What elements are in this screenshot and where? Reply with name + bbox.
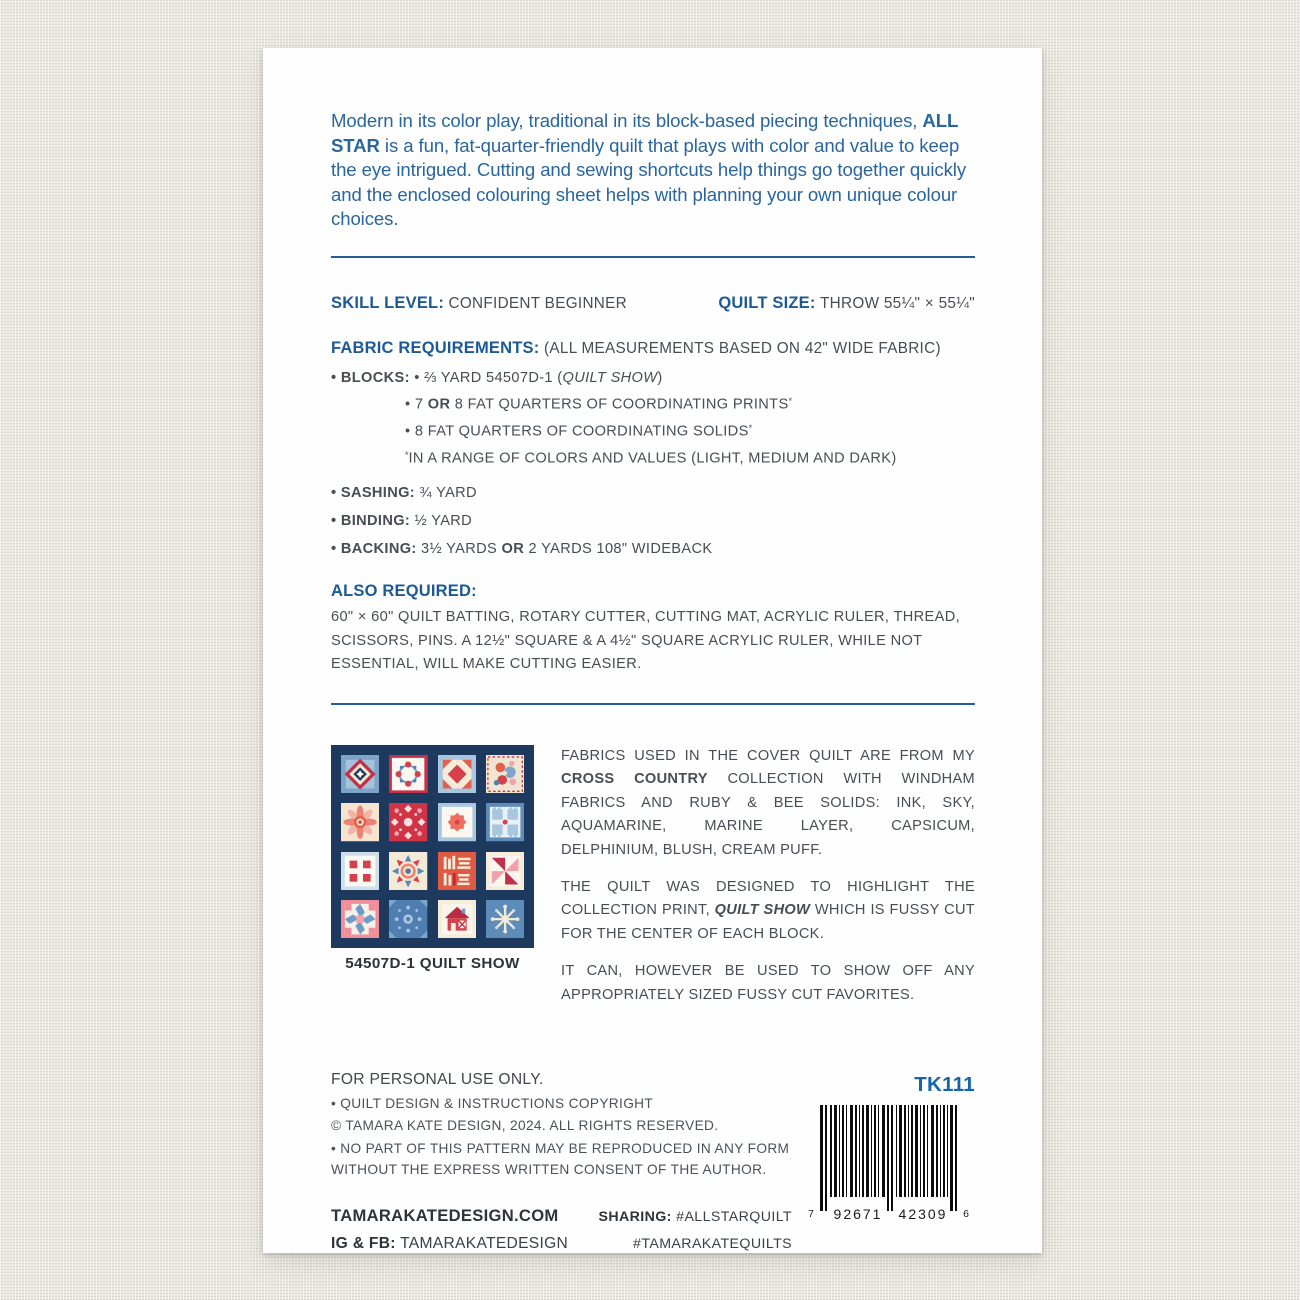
website-text: TAMARAKATEDESIGN.COM <box>331 1205 559 1225</box>
bear-paw-quilt-block-icon <box>486 803 524 841</box>
intro-paragraph: Modern in its color play, traditional in its block-based piecing techniques, ALL STAR is a fun, fat-quarter-friendly quilt that plays with color and value to keep the eye intrigued. Cutting and sewing shortcuts help things go together quickly and the enclosed colouring sheet helps with planning your own unique colour choices. <box>331 110 967 230</box>
fabrics-used-paragraph: FABRICS USED IN THE COVER QUILT ARE FROM MY CROSS COUNTRY COLLECTION WITH WINDHAM FABRICS AND RUBY & BEE SOLIDS: INK, SKY, AQUAMARINE, MARINE LAYER, CAPSICUM, DELPHINIUM, BLUSH, CREAM PUFF. <box>561 748 975 858</box>
pinwheel-quilt-block-icon <box>486 852 524 890</box>
pattern-back-cover <box>263 48 1042 1253</box>
eight-point-star-quilt-block-icon <box>438 803 476 841</box>
star-medallion-quilt-block-icon <box>389 852 427 890</box>
sharing-value: #ALLSTARQUILT <box>671 1208 792 1225</box>
social-hashtag-row <box>331 1235 792 1253</box>
svg-text:42309: 42309 <box>898 1206 948 1223</box>
footer-section <box>331 1068 975 1253</box>
red-damask-quilt-block-icon <box>389 803 427 841</box>
fat-quarters-solids-item: • 8 FAT QUARTERS OF COORDINATING SOLIDS* <box>405 422 753 440</box>
also-required-text: 60" × 60" QUILT BATTING, ROTARY CUTTER, CUTTING MAT, ACRYLIC RULER, THREAD, SCISSORS, PINS. A 12½" SQUARE & A 4½" SQUARE ACRYLIC RULER, WHILE NOT ESSENTIAL, WILL MAKE CUTTING EASIER. <box>331 609 960 673</box>
color-range-footnote: *IN A RANGE OF COLORS AND VALUES (LIGHT, MEDIUM AND DARK) <box>405 449 897 467</box>
fussy-cut-paragraph: IT CAN, HOWEVER BE USED TO SHOW OFF ANY APPROPRIATELY SIZED FUSSY CUT FAVORITES. <box>561 963 975 1003</box>
quilts-hashtag: #TAMARAKATEQUILTS <box>633 1235 792 1252</box>
svg-text:7: 7 <box>808 1208 814 1221</box>
fabric-info-section <box>331 745 975 1021</box>
binding-yardage-item: • BINDING: ½ YARD <box>331 513 473 530</box>
legal-and-links <box>331 1068 792 1253</box>
svg-text:92671: 92671 <box>833 1206 883 1223</box>
blue-damask-quilt-block-icon <box>389 900 427 938</box>
quilt-grid <box>331 745 534 948</box>
quilt-show-figure <box>331 745 534 972</box>
sku-and-barcode <box>802 1068 975 1253</box>
copyright-bullet: • QUILT DESIGN & INSTRUCTIONS COPYRIGHT <box>331 1095 654 1111</box>
personal-use-notice: FOR PERSONAL USE ONLY. <box>331 1071 544 1089</box>
sharing-hashtag <box>598 1209 792 1225</box>
print-patch-quilt-block-icon <box>438 852 476 890</box>
fabric-info-text <box>561 745 975 1021</box>
divider-rule-middle <box>331 703 975 706</box>
skill-level <box>331 294 627 313</box>
diamond-medallion-quilt-block-icon <box>341 755 379 793</box>
contact-rows <box>331 1206 792 1253</box>
fabric-requirements-title: FABRIC REQUIREMENTS: <box>331 339 540 358</box>
quilt-size-label: QUILT SIZE: <box>718 294 816 313</box>
sku-code: TK111 <box>914 1073 975 1097</box>
divider-rule-top <box>331 256 975 259</box>
floral-wreath-quilt-block-icon <box>389 755 427 793</box>
snowflake-quilt-block-icon <box>486 900 524 938</box>
house-quilt-block-icon <box>438 900 476 938</box>
upc-barcode <box>802 1105 975 1227</box>
quilt-design-paragraph: THE QUILT WAS DESIGNED TO HIGHLIGHT THE COLLECTION PRINT, QUILT SHOW WHICH IS FUSSY CUT FOR THE CENTER OF EACH BLOCK. <box>561 879 975 942</box>
fabric-requirements-note: (ALL MEASUREMENTS BASED ON 42" WIDE FABRIC) <box>543 340 941 358</box>
svg-text:6: 6 <box>963 1208 969 1221</box>
backing-yardage-item: • BACKING: 3½ YARDS OR 2 YARDS 108" WIDEBACK <box>331 541 713 558</box>
copyright-notice: © TAMARA KATE DESIGN, 2024. ALL RIGHTS RESERVED. <box>331 1118 719 1134</box>
quilt-size-value: THROW 55¼" × 55¼" <box>820 295 975 313</box>
also-required-heading: ALSO REQUIRED: <box>331 582 477 601</box>
sharing-label: SHARING: <box>598 1208 672 1225</box>
quilt-figure-caption: 54507D-1 QUILT SHOW <box>345 955 520 973</box>
sashing-yardage-item: • SASHING: ¾ YARD <box>331 485 477 502</box>
specs-row <box>331 294 975 313</box>
rose-print-quilt-block-icon <box>486 755 524 793</box>
website-sharing-row <box>331 1206 792 1226</box>
blocks-yardage-item: • BLOCKS: • ⅔ YARD 54507D-1 (QUILT SHOW) <box>331 370 663 387</box>
fat-quarters-prints-item: • 7 OR 8 FAT QUARTERS OF COORDINATING PRINTS* <box>405 396 793 413</box>
skill-level-label: SKILL LEVEL: <box>331 294 445 313</box>
evening-star-quilt-block-icon <box>341 900 379 938</box>
kaleidoscope-quilt-block-icon <box>341 803 379 841</box>
social-label: IG & FB: <box>331 1234 396 1252</box>
social-value: TAMARAKATEDESIGN <box>395 1234 569 1252</box>
fabric-requirements-heading <box>331 339 975 358</box>
quilt-size <box>718 294 975 313</box>
sawtooth-star-quilt-block-icon <box>438 755 476 793</box>
four-squares-quilt-block-icon <box>341 852 379 890</box>
reproduction-notice: • NO PART OF THIS PATTERN MAY BE REPRODUCED IN ANY FORM WITHOUT THE EXPRESS WRITTEN CONSENT OF THE AUTHOR. <box>331 1141 790 1178</box>
skill-level-value: CONFIDENT BEGINNER <box>448 295 627 313</box>
social-handles <box>331 1235 568 1253</box>
